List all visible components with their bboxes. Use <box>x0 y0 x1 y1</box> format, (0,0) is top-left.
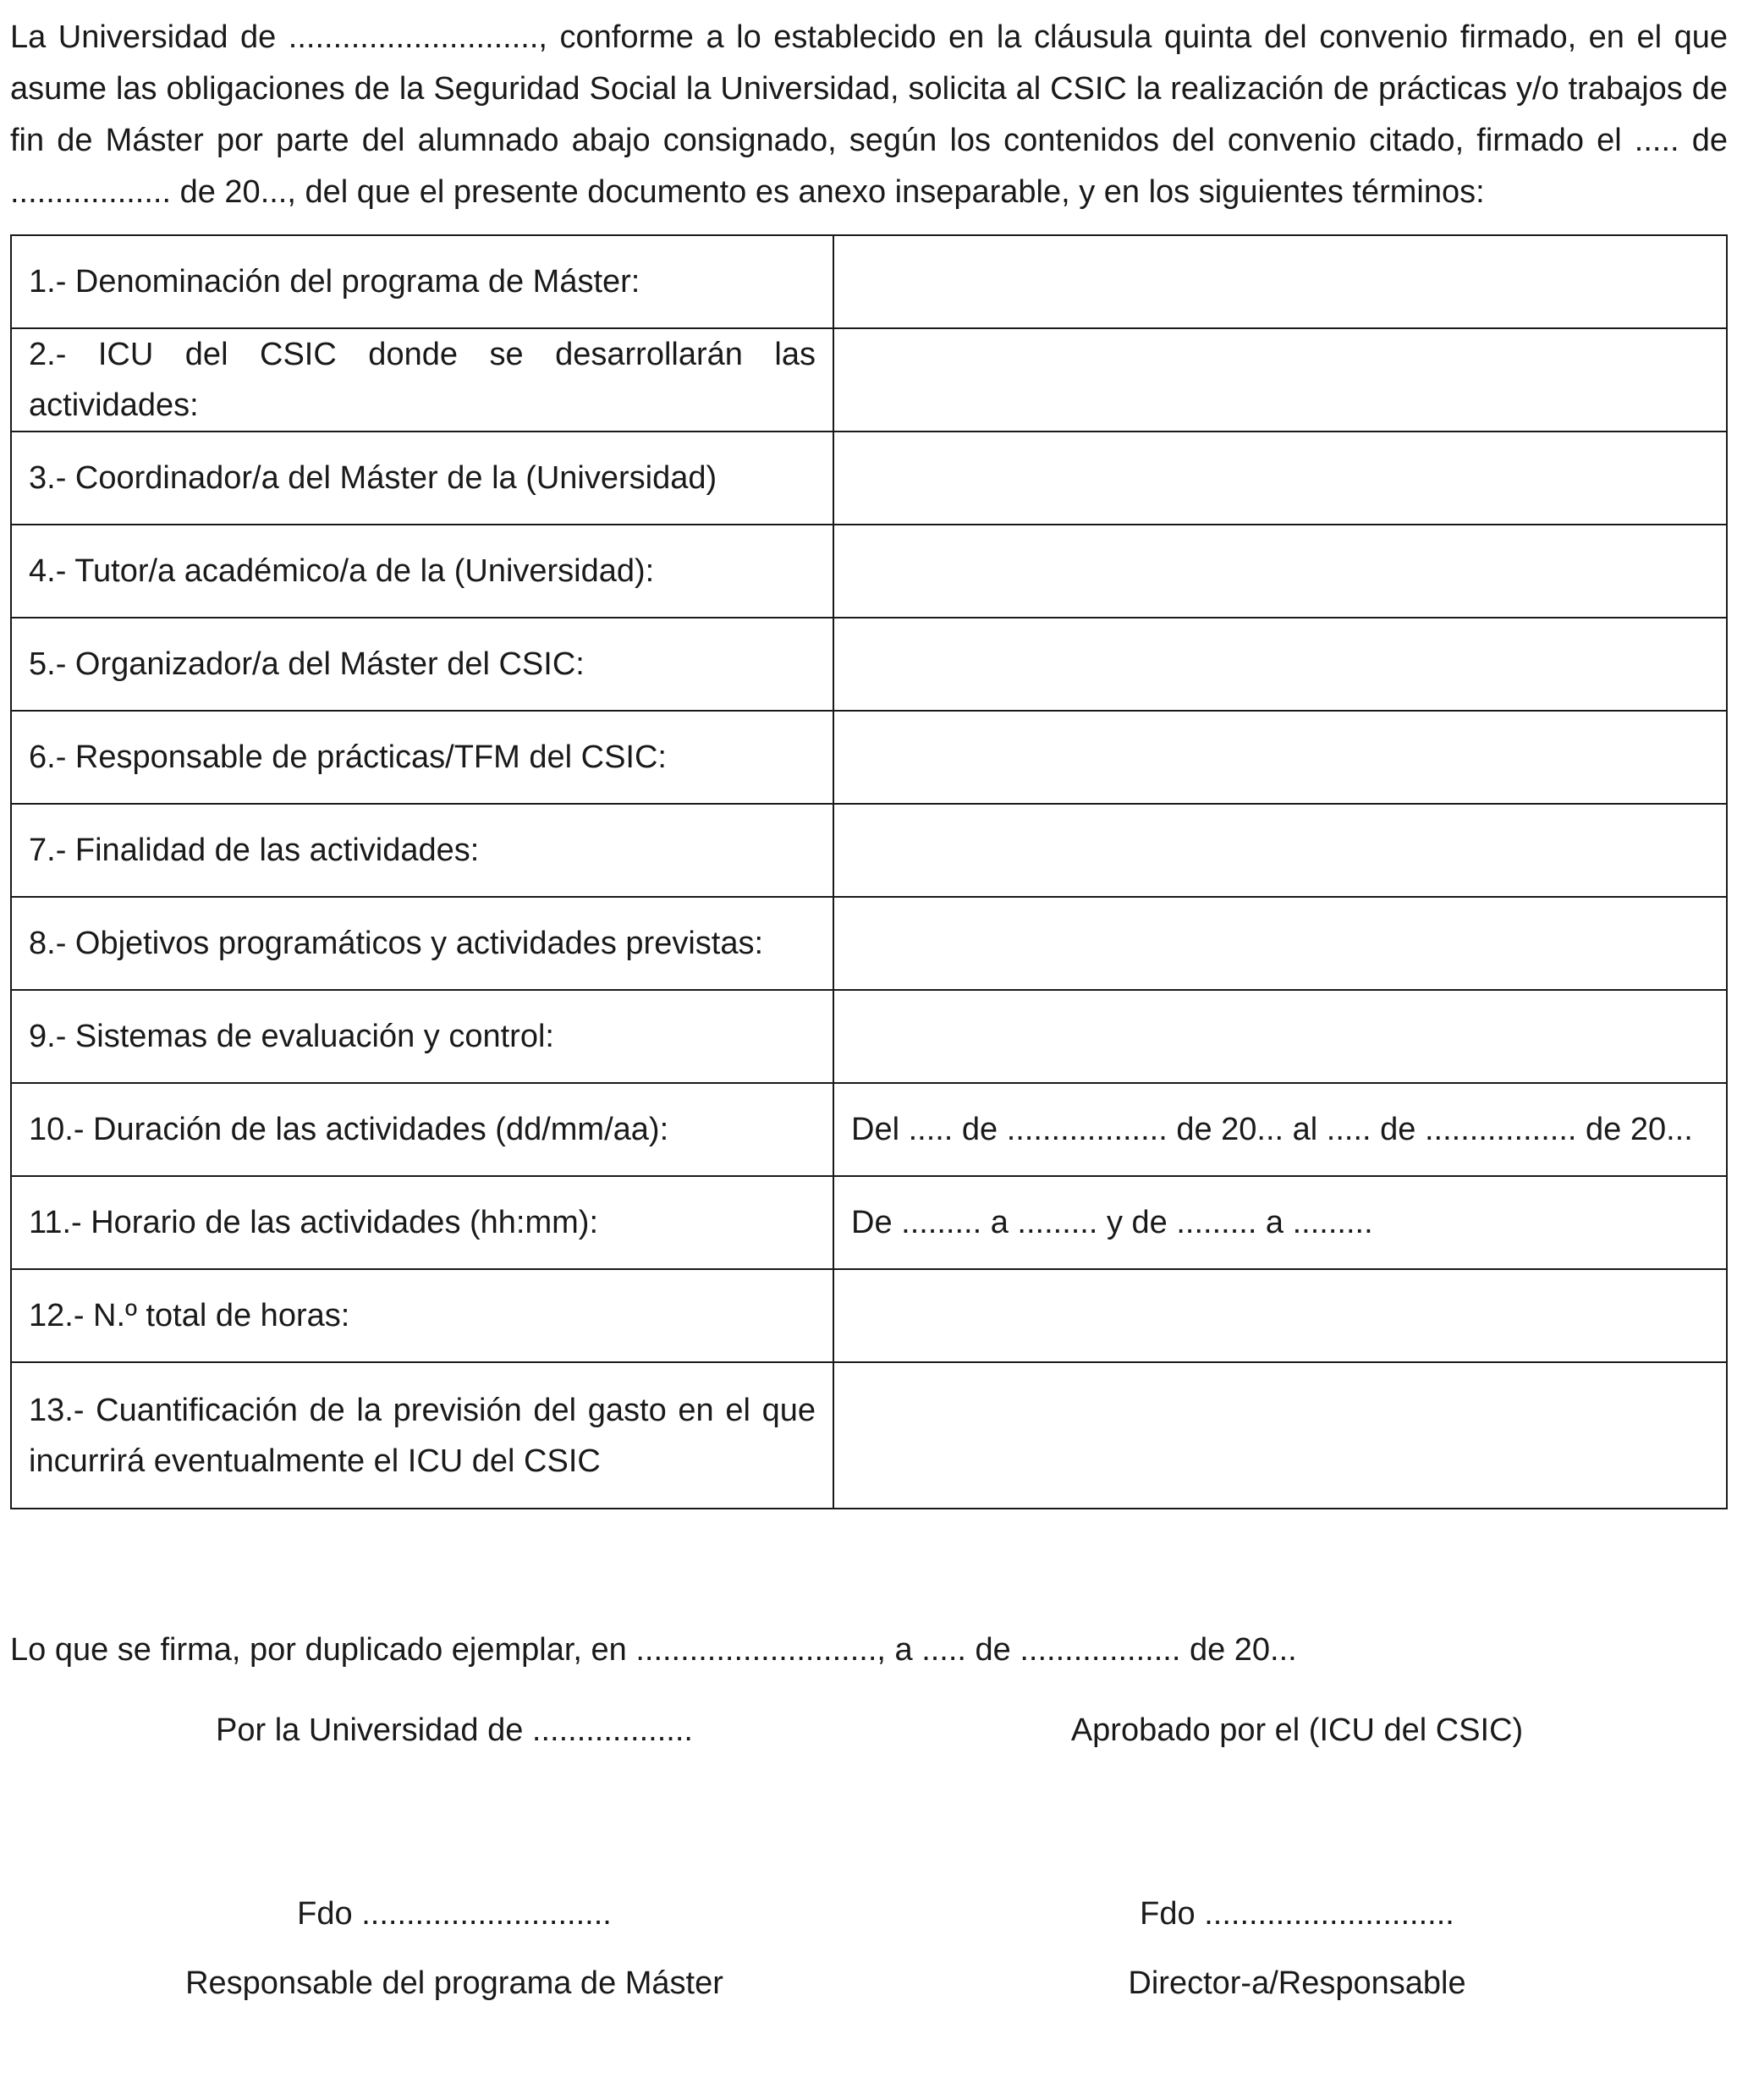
closing-sentence: Lo que se firma, por duplicado ejemplar, en ..........................., a ..... de .................. de 20... <box>10 1632 1297 1668</box>
row-value-field[interactable] <box>833 432 1727 525</box>
row-label: 3.- Coordinador/a del Máster de la (Universidad) <box>11 432 833 525</box>
row-value-field[interactable] <box>833 1362 1727 1509</box>
table-row <box>11 897 1727 990</box>
row-label: 6.- Responsable de prácticas/TFM del CSIC: <box>11 711 833 804</box>
row-value-field[interactable] <box>833 618 1727 711</box>
signature-heading: Por la Universidad de .................. <box>216 1712 693 1748</box>
intro-paragraph: La Universidad de ............................, conforme a lo establecido en la cláusula quinta del convenio firmado, en el que asume las obligaciones de la Seguridad Social la Universidad, solicita al CSIC la realización de prácticas y/o trabajos de fin de Máster por parte del alumnado abajo consignado, según los contenidos del convenio citado, firmado el ..... de .................. de 20..., del que el presente documento es anexo inseparable, y en los siguientes términos: <box>10 19 1728 210</box>
row-label: 1.- Denominación del programa de Máster: <box>11 235 833 328</box>
table-row <box>11 711 1727 804</box>
row-label: 12.- N.º total de horas: <box>11 1269 833 1362</box>
table-row <box>11 235 1727 328</box>
table-row <box>11 432 1727 525</box>
table-row <box>11 990 1727 1083</box>
row-value-field[interactable] <box>833 897 1727 990</box>
row-value-field[interactable]: De ......... a ......... y de ......... a ......... <box>833 1176 1727 1269</box>
row-value-field[interactable] <box>833 990 1727 1083</box>
signature-heading: Aprobado por el (ICU del CSIC) <box>1070 1712 1524 1748</box>
table-row <box>11 1362 1727 1509</box>
row-value-field[interactable] <box>833 235 1727 328</box>
row-value-field[interactable] <box>833 525 1727 618</box>
row-label: 5.- Organizador/a del Máster del CSIC: <box>11 618 833 711</box>
document-page <box>10 12 1728 2001</box>
table-row <box>11 618 1727 711</box>
table-row <box>11 1176 1727 1269</box>
table-row <box>11 328 1727 432</box>
row-label: 9.- Sistemas de evaluación y control: <box>11 990 833 1083</box>
terms-table <box>10 234 1728 1509</box>
table-row <box>11 1083 1727 1176</box>
row-label: 7.- Finalidad de las actividades: <box>11 804 833 897</box>
row-label: 8.- Objetivos programáticos y actividades previstas: <box>11 897 833 990</box>
row-value-field[interactable]: Del ..... de .................. de 20... al ..... de ................. de 20... <box>833 1083 1727 1176</box>
signature-fdo-line[interactable]: Fdo ............................ <box>1140 1896 1454 1932</box>
table-row <box>11 1269 1727 1362</box>
row-label: 10.- Duración de las actividades (dd/mm/aa): <box>11 1083 833 1176</box>
table-row <box>11 804 1727 897</box>
row-label: 2.- ICU del CSIC donde se desarrollarán las actividades: <box>11 328 833 432</box>
row-value-field[interactable] <box>833 804 1727 897</box>
row-label: 11.- Horario de las actividades (hh:mm): <box>11 1176 833 1269</box>
row-value-field[interactable] <box>833 1269 1727 1362</box>
signature-fdo-line[interactable]: Fdo ............................ <box>297 1896 612 1932</box>
row-label: 4.- Tutor/a académico/a de la (Universidad): <box>11 525 833 618</box>
signature-block-csic <box>887 1712 1707 2068</box>
row-value-field[interactable] <box>833 328 1727 432</box>
table-row <box>11 525 1727 618</box>
row-value-field[interactable] <box>833 711 1727 804</box>
signature-role: Responsable del programa de Máster <box>185 1965 723 2001</box>
row-label: 13.- Cuantificación de la previsión del gasto en el que incurrirá eventualmente el ICU del CSIC <box>11 1362 833 1509</box>
signature-block-university <box>44 1712 865 2068</box>
signature-role: Director-a/Responsable <box>1128 1965 1466 2001</box>
